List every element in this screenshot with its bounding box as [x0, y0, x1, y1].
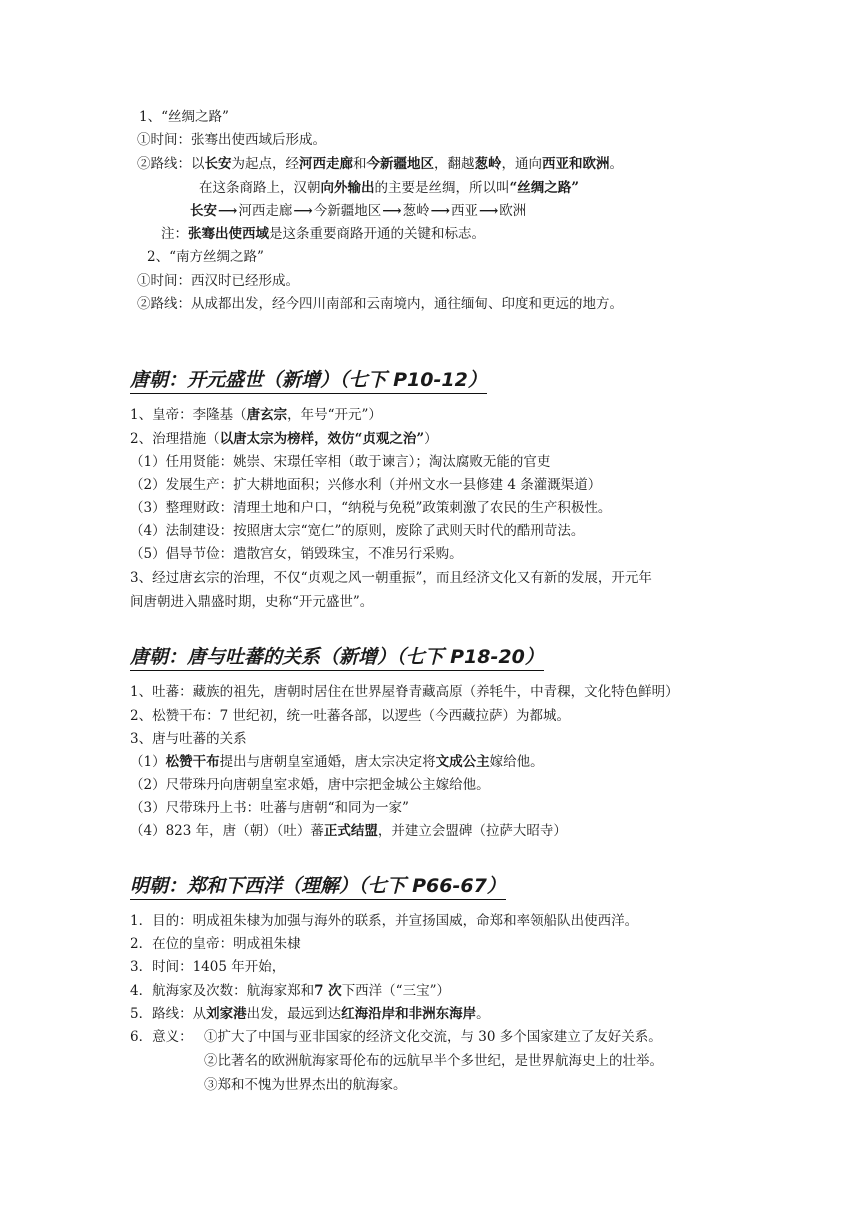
tubo-relation-1	[130, 753, 544, 771]
text: 提出与唐朝皇室通婚，唐太宗决定将	[219, 754, 436, 770]
tubo-item-1: 1、吐蕃：藏族的祖先，唐朝时居住在世界屋脊青藏高原（养牦牛，中青稞，文化特色鲜明）	[130, 684, 679, 700]
kaiyuan-result-line2: 间唐朝进入鼎盛时期，史称“开元盛世”。	[130, 594, 374, 610]
zhenghe-item-5	[130, 1005, 490, 1023]
bold-text: 长安	[204, 156, 232, 172]
bold-text: 今新疆地区	[366, 156, 434, 172]
bold-text: 葱岭	[474, 156, 502, 172]
zhenghe-item-2: 2．在位的皇帝：明成祖朱棣	[130, 936, 301, 952]
text: 2、治理措施（	[130, 431, 220, 447]
kaiyuan-emperor	[130, 406, 382, 424]
bold-text: 向外输出	[320, 180, 375, 196]
zhenghe-significance-1: ①扩大了中国与亚非国家的经济文化交流，与 30 多个国家建立了友好关系。	[204, 1029, 662, 1045]
text: 下西洋（“三宝”）	[341, 983, 450, 999]
kaiyuan-measures	[130, 430, 438, 448]
text: 4．航海家及次数：航海家郑和	[130, 983, 315, 999]
bold-text: 河西走廊	[299, 156, 353, 172]
south-silk-road-title: 2、“南方丝绸之路”	[147, 249, 264, 265]
kaiyuan-measure-2: （2）发展生产：扩大耕地面积；兴修水利（并州文水一县修建 4 条灌溉渠道）	[130, 477, 602, 493]
label: ②路线：	[137, 156, 191, 172]
tubo-relation-3: （3）尺带珠丹上书：吐蕃与唐朝“和同为一家”	[130, 800, 409, 816]
text: 以	[191, 156, 205, 172]
text: 出发，最远到达	[246, 1006, 342, 1022]
bold-text: 唐玄宗	[246, 407, 288, 423]
zhenghe-item-6-label: 6．意义：	[130, 1029, 193, 1045]
flow-stop: 长安	[190, 203, 217, 219]
silk-road-time	[137, 131, 326, 149]
bold-text: 7 次	[314, 983, 342, 999]
flow-stop: 西亚	[450, 203, 478, 219]
flow-stop: 葱岭	[402, 203, 430, 219]
label: 注：	[161, 226, 188, 242]
arrow-right-icon: ⟶	[430, 203, 450, 219]
flow-stop: 今新疆地区	[313, 203, 382, 219]
bold-text: 张骞出使西域	[188, 226, 269, 242]
section-heading-kaiyuan: 唐朝：开元盛世（新增）（七下 P10-12）	[130, 368, 487, 394]
zhenghe-item-3: 3．时间：1405 年开始，	[130, 959, 286, 975]
text: 的主要是丝绸，所以叫	[374, 180, 510, 196]
flow-stop: 河西走廊	[238, 203, 293, 219]
text: 。	[609, 156, 623, 172]
text: ，翻越	[434, 156, 475, 172]
tubo-item-3: 3、唐与吐蕃的关系	[130, 731, 247, 747]
text: ）	[424, 431, 438, 447]
text: 。	[476, 1006, 490, 1022]
arrow-right-icon: ⟶	[382, 203, 402, 219]
bold-text: 松赞干布	[165, 754, 220, 770]
kaiyuan-result-line1: 3、经过唐玄宗的治理，不仅“贞观之风一朝重振”，而且经济文化又有新的发展，开元年	[130, 570, 652, 586]
tubo-item-2: 2、松赞干布：7 世纪初，统一吐蕃各部，以逻些（今西藏拉萨）为都城。	[130, 708, 570, 724]
text: 是这条重要商路开通的关键和标志。	[269, 226, 485, 242]
text: 为起点，经	[231, 156, 299, 172]
bold-text: 西亚和欧洲	[542, 156, 610, 172]
south-silk-road-time: ①时间：西汉时已经形成。	[137, 273, 299, 289]
arrow-right-icon: ⟶	[478, 203, 499, 219]
zhenghe-item-1: 1．目的：明成祖朱棣为加强与海外的联系，并宣扬国威，命郑和率领船队出使西洋。	[130, 913, 639, 929]
text: （4）823 年，唐（朝）（吐）蕃	[130, 823, 324, 839]
kaiyuan-measure-1: （1）任用贤能：姚崇、宋璟任宰相（敢于谏言）；淘汰腐败无能的官吏	[130, 454, 551, 470]
kaiyuan-measure-4: （4）法制建设：按照唐太宗“宽仁”的原则，废除了武则天时代的酷刑苛法。	[130, 523, 585, 539]
text: ，并建立会盟碑（拉萨大昭寺）	[377, 823, 567, 839]
section-heading-zhenghe: 明朝：郑和下西洋（理解）（七下 P66-67）	[130, 874, 506, 900]
text: 嫁给他。	[489, 754, 544, 770]
silk-road-flow	[190, 202, 526, 220]
text: ，年号“开元”）	[287, 407, 382, 423]
tubo-relation-4	[130, 822, 567, 840]
kaiyuan-measure-5: （5）倡导节俭：遣散宫女，销毁珠宝，不准另行采购。	[130, 546, 463, 562]
bold-text: 文成公主	[435, 754, 490, 770]
zhenghe-item-4	[130, 982, 450, 1000]
south-silk-road-route: ②路线：从成都出发，经今四川南部和云南境内，通往缅甸、印度和更远的地方。	[137, 296, 623, 312]
kaiyuan-measure-3: （3）整理财政：清理土地和户口，“纳税与免税”政策刺激了农民的生产积极性。	[130, 500, 612, 516]
zhenghe-significance-2: ②比著名的欧洲航海家哥伦布的远航早半个多世纪，是世界航海史上的壮举。	[204, 1053, 663, 1069]
section-heading-tubo: 唐朝：唐与吐蕃的关系（新增）（七下 P18-20）	[130, 645, 544, 671]
label: ①时间：	[137, 132, 191, 148]
text: （1）	[130, 754, 166, 770]
bold-text: 红海沿岸和非洲东海岸	[341, 1006, 477, 1022]
bold-text: 正式结盟	[323, 823, 378, 839]
text: 在这条商路上，汉朝	[199, 180, 321, 196]
text: 张骞出使西域后形成。	[191, 132, 326, 148]
text: 和	[353, 156, 367, 172]
arrow-right-icon: ⟶	[218, 203, 238, 219]
text: ，通向	[501, 156, 542, 172]
text: 1、皇帝：李隆基（	[130, 407, 247, 423]
silk-road-route	[137, 155, 623, 173]
tubo-relation-2: （2）尺带珠丹向唐朝皇室求婚，唐中宗把金城公主嫁给他。	[130, 777, 490, 793]
bold-text: 刘家港	[206, 1006, 247, 1022]
bold-text: 以唐太宗为榜样，效仿“贞观之治”	[219, 431, 425, 447]
bold-text: “丝绸之路”	[509, 180, 580, 196]
text: 5．路线：从	[130, 1006, 207, 1022]
silk-road-note	[161, 225, 485, 243]
silk-road-name-origin	[199, 179, 579, 197]
flow-stop: 欧洲	[499, 203, 527, 219]
silk-road-title: 1、“丝绸之路”	[139, 109, 229, 125]
arrow-right-icon: ⟶	[293, 203, 313, 219]
zhenghe-significance-3: ③郑和不愧为世界杰出的航海家。	[204, 1077, 407, 1093]
